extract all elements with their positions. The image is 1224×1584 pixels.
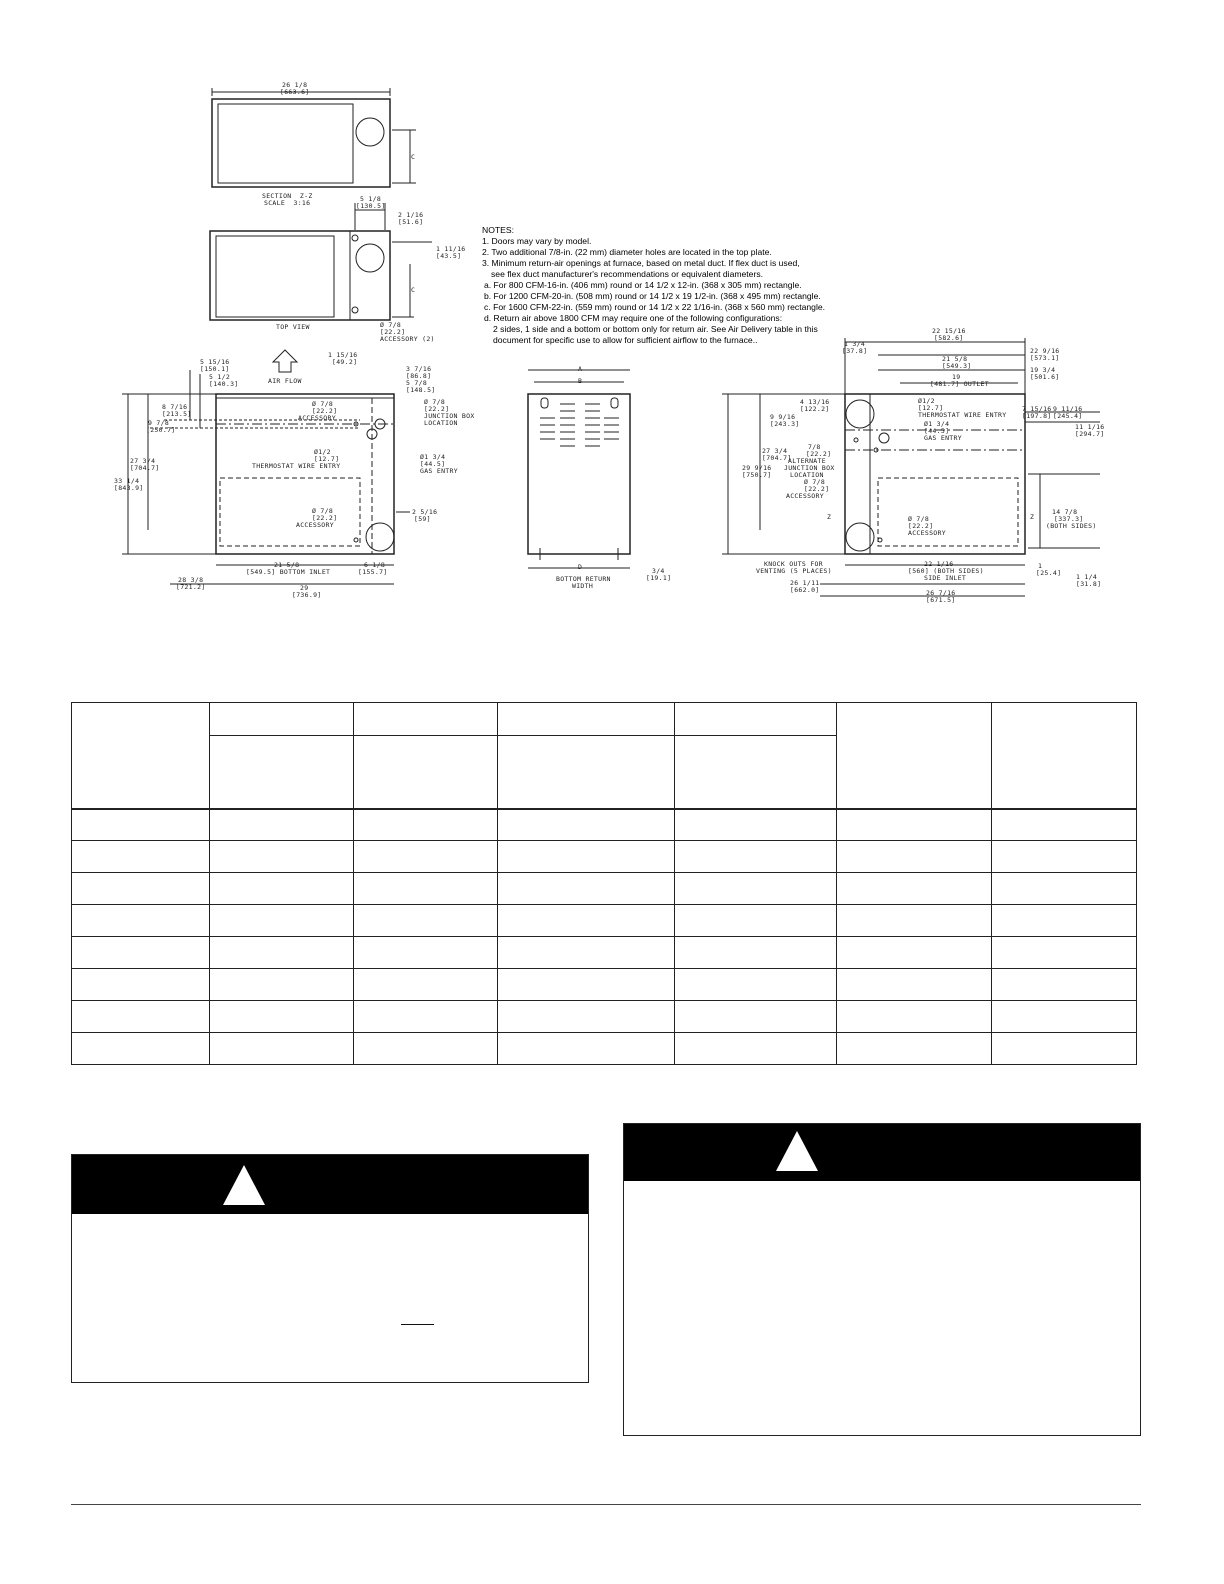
dim-label: LOCATION — [424, 419, 458, 427]
table-header-cell — [837, 703, 992, 809]
dim-label: [704.7] — [762, 454, 792, 462]
dim-label: [12.7] — [314, 455, 340, 463]
dim-label: 27 3/4 — [130, 457, 156, 465]
dim-label: [86.8] — [406, 372, 432, 380]
dim-label: [148.5] — [406, 386, 436, 394]
dim-label: THERMOSTAT WIRE ENTRY — [918, 411, 1007, 419]
dim-label: [43.5] — [436, 252, 462, 260]
dim-label: [481.7] OUTLET — [930, 380, 989, 388]
dim-label: [750.7] — [742, 471, 772, 479]
dim-label: [140.3] — [209, 380, 239, 388]
table-header-cell — [209, 736, 353, 809]
table-header-cell — [992, 703, 1137, 809]
dim-label: [736.9] — [292, 591, 322, 599]
dim-label: [549.5] BOTTOM INLET — [246, 568, 331, 576]
dim-label: 3/4 — [652, 567, 665, 575]
dim-label: ACCESSORY — [298, 414, 336, 422]
table-header-cell — [353, 736, 497, 809]
dim-label: [19.1] — [646, 574, 672, 582]
dim-label: 4 13/16 — [800, 398, 830, 406]
dim-label: 5 15/16 — [200, 358, 230, 366]
dim-label: 29 — [300, 584, 309, 592]
dim-label: 27 3/4 — [762, 447, 788, 455]
dim-label: KNOCK OUTS FOR — [764, 560, 823, 568]
dim-label: [250.7] — [146, 426, 176, 434]
note-item: document for specific use to allow for sufficient airflow to the furnace.. — [493, 335, 758, 345]
dim-label: 1 1/4 — [1076, 573, 1098, 581]
dim-label: GAS ENTRY — [924, 434, 962, 442]
dim-label: B — [578, 377, 583, 385]
dim-label: Ø1/2 — [314, 448, 331, 456]
dim-label: (BOTH SIDES) — [1046, 522, 1097, 530]
dim-label: Ø 7/8 — [312, 507, 334, 515]
dim-label: [501.6] — [1030, 373, 1060, 381]
dim-label: 22 9/16 — [1030, 347, 1060, 355]
note-item: d. Return air above 1800 CFM may require one of the following configurations: — [484, 313, 783, 323]
dim-label: 9 9/16 — [770, 413, 796, 421]
dim-label: 3 7/16 — [406, 365, 432, 373]
table-header-row — [72, 703, 1137, 736]
dim-label: [662.0] — [790, 586, 820, 594]
dim-label: [22.2] — [312, 514, 338, 522]
dim-label: 5 1/8 — [360, 195, 382, 203]
dim-label: [22.2] — [380, 328, 406, 336]
dim-label: 33 1/4 — [114, 477, 140, 485]
warning-triangle-icon — [223, 1165, 265, 1205]
dim-label: 19 — [952, 373, 961, 381]
dim-label: [843.9] — [114, 484, 144, 492]
dim-label: BOTTOM RETURN — [556, 575, 611, 583]
dim-label: [197.8] — [1022, 412, 1052, 420]
dim-label: 22 15/16 — [932, 327, 966, 335]
dim-label: [560] (BOTH SIDES) — [908, 567, 984, 575]
table-row — [72, 841, 1137, 873]
warning-header-bar — [624, 1124, 1140, 1181]
table-header-cell — [72, 703, 210, 809]
note-item: 3. Minimum return-air openings at furnace, based on metal duct. If flex duct is used, — [482, 258, 800, 268]
dim-label: ACCESSORY — [786, 492, 824, 500]
dim-label: Z — [1030, 513, 1035, 521]
dim-label: 7/8 — [808, 443, 821, 451]
dim-label: [573.1] — [1030, 354, 1060, 362]
dim-label: WIDTH — [572, 582, 594, 590]
dim-label: [704.7] — [130, 464, 160, 472]
table-header-cell — [675, 703, 837, 736]
dim-label: ACCESSORY — [296, 521, 334, 529]
dim-label: [59] — [414, 515, 431, 523]
dim-label: 26 1/11 — [790, 579, 820, 587]
table-row — [72, 1001, 1137, 1033]
note-item: 2. Two additional 7/8-in. (22 mm) diameter holes are located in the top plate. — [482, 247, 772, 257]
note-item: 2 sides, 1 side and a bottom or bottom only for return air. See Air Delivery table in this — [493, 324, 818, 334]
table-row — [72, 937, 1137, 969]
note-item: see flex duct manufacturer's recommendations or equivalent diameters. — [491, 269, 763, 279]
dim-label: LOCATION — [790, 471, 824, 479]
dim-label: 2 1/16 — [398, 211, 424, 219]
dim-label: 6 1/8 — [364, 561, 386, 569]
dim-label: [25.4] — [1036, 569, 1062, 577]
dim-label: Ø 7/8 — [312, 400, 334, 408]
dim-label: [582.6] — [934, 334, 964, 342]
note-item: c. For 1600 CFM-22-in. (559 mm) round or 14 1/2 x 22 1/16-in. (368 x 560 mm) rectangle. — [484, 302, 826, 312]
dim-label: [549.3] — [942, 362, 972, 370]
dim-label: 26 7/16 — [926, 589, 956, 597]
dim-label: [31.8] — [1076, 580, 1102, 588]
dim-label: ACCESSORY — [908, 529, 946, 537]
dim-label: [44.5] — [420, 460, 446, 468]
dim-label: SIDE INLET — [924, 574, 967, 582]
notes-title: NOTES: — [482, 225, 514, 235]
dim-label: [663.6] — [280, 88, 310, 96]
dim-label: 21 5/8 — [942, 355, 968, 363]
dim-label: 7 15/16 — [1022, 405, 1052, 413]
dim-label: JUNCTION BOX — [424, 412, 475, 420]
dim-label: [51.6] — [398, 218, 424, 226]
dim-label: 1 3/4 — [844, 340, 866, 348]
dim-label: 28 3/8 — [178, 576, 204, 584]
table-header-cell — [497, 703, 675, 736]
dim-label: 5 7/8 — [406, 379, 428, 387]
table-row — [72, 873, 1137, 905]
dim-label: 5 1/2 — [209, 373, 231, 381]
dim-label: [12.7] — [918, 404, 944, 412]
dim-label: 9 7/8 — [148, 419, 170, 427]
dim-label: VENTING (5 PLACES) — [756, 567, 832, 575]
dim-label: [245.4] — [1053, 412, 1083, 420]
warning-box-left — [71, 1154, 589, 1383]
note-item: 1. Doors may vary by model. — [482, 236, 592, 246]
dim-label: A — [578, 365, 583, 373]
dim-label: Ø1/2 — [918, 397, 935, 405]
dim-label: 9 11/16 — [1053, 405, 1083, 413]
dim-label: [122.2] — [800, 405, 830, 413]
dim-label: Ø 7/8 — [380, 321, 402, 329]
dim-label: [337.3] — [1054, 515, 1084, 523]
table-header-cell — [675, 736, 837, 809]
dim-label: [243.3] — [770, 420, 800, 428]
warning-box-right — [623, 1123, 1141, 1436]
dim-label: [155.7] — [358, 568, 388, 576]
dim-label: 1 15/16 — [328, 351, 358, 359]
dim-label: [721.2] — [176, 583, 206, 591]
dim-label: C — [411, 153, 416, 161]
dim-label: [671.5] — [926, 596, 956, 604]
footer-rule — [71, 1504, 1141, 1505]
dim-label: [130.5] — [356, 202, 386, 210]
dim-label: 1 11/16 — [436, 245, 466, 253]
dim-label: D — [578, 563, 583, 571]
dim-label: Ø 7/8 — [908, 515, 930, 523]
dim-label: 8 7/16 — [162, 403, 188, 411]
dim-label: Ø 7/8 — [424, 398, 446, 406]
dim-label: [22.2] — [806, 450, 832, 458]
dim-label: 26 1/8 — [282, 81, 308, 89]
dim-label: 21 5/8 — [274, 561, 300, 569]
note-item: b. For 1200 CFM-20-in. (508 mm) round or 14 1/2 x 19 1/2-in. (368 x 495 mm) rectangle. — [484, 291, 821, 301]
dim-label: [22.2] — [908, 522, 934, 530]
table-header-cell — [353, 703, 497, 736]
dim-label: [44.5] — [924, 427, 950, 435]
underline-mark — [401, 1324, 434, 1325]
dim-label: THERMOSTAT WIRE ENTRY — [252, 462, 341, 470]
dim-label: [294.7] — [1075, 430, 1105, 438]
dim-label: ALTERNATE — [788, 457, 826, 465]
dim-label: [22.2] — [312, 407, 338, 415]
dim-label: GAS ENTRY — [420, 467, 458, 475]
dim-label: 19 3/4 — [1030, 366, 1056, 374]
dim-label: Ø 7/8 — [804, 478, 826, 486]
dim-label: Ø1 3/4 — [420, 453, 446, 461]
table-row — [72, 969, 1137, 1001]
dim-label: 14 7/8 — [1052, 508, 1078, 516]
dim-label: [37.8] — [842, 347, 868, 355]
table-row — [72, 809, 1137, 841]
dim-label: 2 5/16 — [412, 508, 438, 516]
warning-triangle-icon — [776, 1131, 818, 1171]
table-row — [72, 905, 1137, 937]
table-header-cell — [497, 736, 675, 809]
note-item: a. For 800 CFM-16-in. (406 mm) round or 14 1/2 x 12-in. (368 x 305 mm) rectangle. — [484, 280, 802, 290]
section-scale: SCALE 3:16 — [264, 199, 311, 207]
dim-label: [22.2] — [424, 405, 450, 413]
dim-label: 22 1/16 — [924, 560, 954, 568]
airflow-label: AIR FLOW — [268, 377, 302, 385]
dim-label: JUNCTION BOX — [784, 464, 835, 472]
dim-label: [213.5] — [162, 410, 192, 418]
view-title: TOP VIEW — [276, 323, 310, 331]
section-label: SECTION Z-Z — [262, 192, 313, 200]
dim-label: Ø1 3/4 — [924, 420, 950, 428]
table-header-cell — [209, 703, 353, 736]
dim-label: Z — [827, 513, 832, 521]
dimensions-table — [71, 702, 1137, 1065]
dim-label: C — [411, 286, 416, 294]
warning-header-bar — [72, 1155, 588, 1214]
dim-label: 1 — [1038, 562, 1043, 570]
dim-label: [150.1] — [200, 365, 230, 373]
drawing-notes — [482, 225, 862, 346]
table-row — [72, 1033, 1137, 1065]
dim-label: ACCESSORY (2) — [380, 335, 435, 343]
dim-label: 11 1/16 — [1075, 423, 1105, 431]
dim-label: [22.2] — [804, 485, 830, 493]
dim-label: 29 9/16 — [742, 464, 772, 472]
dim-label: [49.2] — [332, 358, 358, 366]
